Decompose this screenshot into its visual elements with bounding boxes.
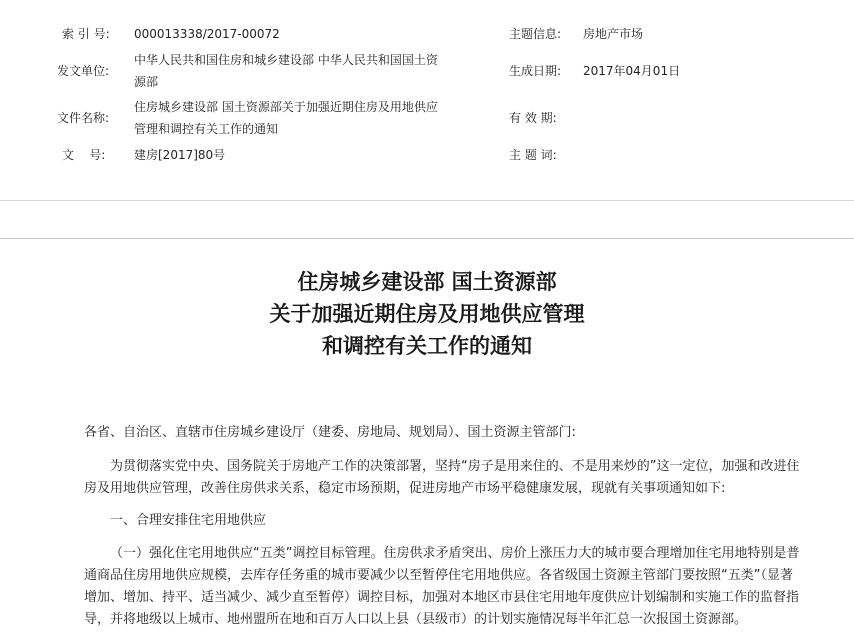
title-line: 和调控有关工作的通知 [322, 333, 532, 358]
index-number-value: 000013338/2017-00072 [134, 27, 280, 41]
issuer-value: 中华人民共和国住房和城乡建设部 中华人民共和国国土资源部 [134, 53, 438, 89]
issuer-label: 发文单位: [57, 64, 110, 78]
paragraph: （一）强化住宅用地供应“五类”调控目标管理。住房供求矛盾突出、房价上涨压力大的城市要合理增加住宅用地特别是普通商品住房用地供应规模，去库存任务重的城市要减少以至暂停住宅用地供应。各省级国土资源主管部门要按照“五类”（显著增加、增加、持平、适当减少、减少直至暂停）调控目标，加强对本地区市县住宅用地年度供应计划编制和实施工作的监督指导，并将地级以上城市、地州盟所在地和百万人口以上县（县级市）的计划实施情况每半年汇总一次报国土资源部。 [84, 546, 800, 627]
document-number-label: 文 号: [62, 148, 106, 162]
document-name-value: 住房城乡建设部 国土资源部关于加强近期住房及用地供应管理和调控有关工作的通知 [134, 100, 438, 136]
title-line: 住房城乡建设部 国土资源部 [297, 269, 557, 294]
index-number-label: 索 引 号: [62, 27, 110, 41]
validity-label: 有 效 期: [509, 111, 557, 125]
topic-info-label: 主题信息: [509, 27, 562, 41]
intro-paragraph: 为贯彻落实党中央、国务院关于房地产工作的决策部署，坚持“房子是用来住的、不是用来炒的”这一定位，加强和改进住房及用地供应管理，改善住房供求关系，稳定市场预期，促进房地产市场平稳健康发展，现就有关事项通知如下: [84, 459, 800, 496]
document-body [84, 422, 804, 631]
salutation: 各省、自治区、直辖市住房城乡建设厅（建委、房地局、规划局）、国土资源主管部门: [84, 425, 576, 440]
document-number-value: 建房[2017]80号 [134, 148, 226, 162]
divider [0, 238, 854, 239]
document-metadata-panel [0, 0, 854, 200]
document-title [0, 266, 854, 362]
document-name-label: 文件名称: [57, 111, 110, 125]
title-line: 关于加强近期住房及用地供应管理 [269, 301, 585, 326]
creation-date-value: 2017年04月01日 [583, 64, 681, 78]
creation-date-label: 生成日期: [509, 64, 562, 78]
keywords-label: 主 题 词: [509, 148, 557, 162]
divider [0, 200, 854, 201]
topic-info-value: 房地产市场 [583, 27, 644, 41]
section-heading: 一、合理安排住宅用地供应 [110, 513, 267, 528]
